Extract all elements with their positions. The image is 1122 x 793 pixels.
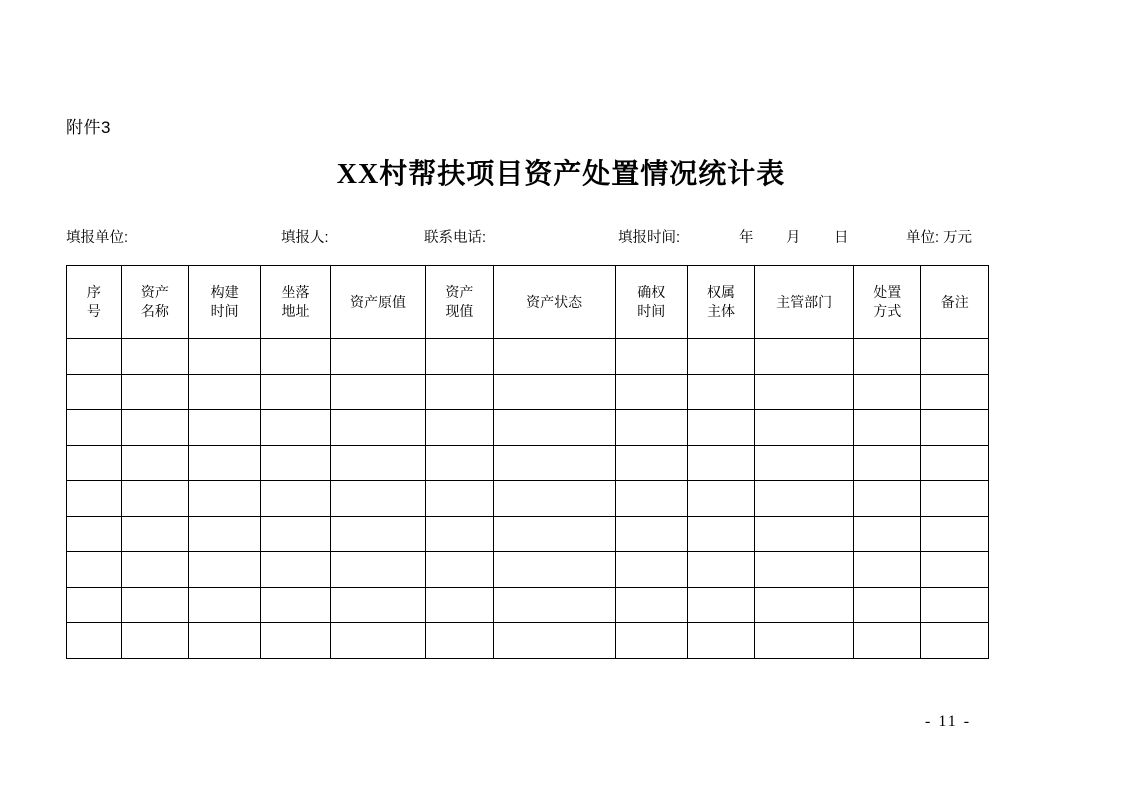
- table-cell[interactable]: [854, 410, 921, 446]
- table-cell[interactable]: [67, 410, 122, 446]
- table-cell[interactable]: [615, 339, 687, 375]
- table-cell[interactable]: [261, 552, 331, 588]
- table-header-cell: [330, 266, 425, 339]
- meta-contact-phone: 联系电话:: [424, 230, 487, 246]
- table-header-cell: [854, 266, 921, 339]
- table-cell[interactable]: [687, 552, 754, 588]
- table-row: [67, 410, 989, 446]
- table-cell[interactable]: [330, 339, 425, 375]
- table-row: [67, 587, 989, 623]
- table-header-cell: [121, 266, 188, 339]
- table-cell[interactable]: [615, 374, 687, 410]
- table-cell[interactable]: [67, 516, 122, 552]
- table-header-cell: [493, 266, 615, 339]
- table-header-cell-line: 主管部门: [776, 293, 833, 310]
- table-cell[interactable]: [921, 410, 989, 446]
- table-cell[interactable]: [330, 623, 425, 659]
- table-cell[interactable]: [493, 516, 615, 552]
- table-cell[interactable]: [687, 623, 754, 659]
- table-cell[interactable]: [121, 445, 188, 481]
- table-cell[interactable]: [67, 623, 122, 659]
- table-cell[interactable]: [755, 339, 854, 375]
- table-row: [67, 339, 989, 375]
- table-cell[interactable]: [493, 374, 615, 410]
- table-cell[interactable]: [854, 623, 921, 659]
- table-header-cell-line: 资产状态: [526, 293, 583, 310]
- table-cell[interactable]: [687, 410, 754, 446]
- table-cell[interactable]: [615, 410, 687, 446]
- meta-reporter: 填报人:: [281, 230, 329, 246]
- table-cell[interactable]: [330, 481, 425, 517]
- table-cell[interactable]: [67, 481, 122, 517]
- table-header-cell-line: 资产: [140, 284, 169, 301]
- table-cell[interactable]: [687, 481, 754, 517]
- table-header-cell-line: 号: [86, 303, 101, 319]
- table-header-cell-line: 确权: [637, 284, 666, 301]
- table-header-cell-line: 构建: [210, 284, 239, 301]
- table-cell[interactable]: [189, 445, 261, 481]
- table-cell[interactable]: [615, 481, 687, 517]
- table-cell[interactable]: [189, 481, 261, 517]
- table-cell[interactable]: [755, 516, 854, 552]
- asset-disposal-table: [66, 265, 989, 659]
- table-cell[interactable]: [121, 516, 188, 552]
- table-header-cell-line: 方式: [873, 303, 902, 319]
- table-row: [67, 481, 989, 517]
- table-cell[interactable]: [261, 587, 331, 623]
- table-cell[interactable]: [67, 552, 122, 588]
- table-header-cell-line: 主体: [707, 303, 735, 319]
- table-cell[interactable]: [921, 445, 989, 481]
- meta-month-label: 月: [786, 230, 801, 246]
- table-header-cell-line: 名称: [140, 303, 169, 319]
- table-cell[interactable]: [261, 445, 331, 481]
- table-header-cell-line: 坐落: [281, 284, 310, 301]
- table-header-cell-line: 时间: [637, 303, 666, 319]
- table-header: [67, 266, 989, 339]
- table-header-cell: [261, 266, 331, 339]
- table-cell[interactable]: [854, 516, 921, 552]
- table-cell[interactable]: [330, 552, 425, 588]
- table-header-cell: [67, 266, 122, 339]
- table-cell[interactable]: [121, 339, 188, 375]
- table-cell[interactable]: [426, 481, 493, 517]
- table-cell[interactable]: [261, 410, 331, 446]
- table-cell[interactable]: [755, 623, 854, 659]
- table-cell[interactable]: [189, 552, 261, 588]
- table-cell[interactable]: [493, 410, 615, 446]
- table-cell[interactable]: [687, 374, 754, 410]
- table-cell[interactable]: [493, 481, 615, 517]
- table-cell[interactable]: [493, 445, 615, 481]
- table-cell[interactable]: [426, 552, 493, 588]
- table-cell[interactable]: [330, 445, 425, 481]
- table-header-cell-line: 序: [86, 284, 101, 301]
- table-cell[interactable]: [330, 410, 425, 446]
- table-row: [67, 374, 989, 410]
- table-cell[interactable]: [261, 339, 331, 375]
- table-cell[interactable]: [687, 445, 754, 481]
- table-cell[interactable]: [755, 374, 854, 410]
- table-body: [67, 339, 989, 659]
- table-header-cell-line: 处置: [873, 284, 902, 301]
- table-header-cell-line: 资产原值: [350, 293, 407, 310]
- table-cell[interactable]: [493, 587, 615, 623]
- table-header-cell: [755, 266, 854, 339]
- table-cell[interactable]: [426, 623, 493, 659]
- table-cell[interactable]: [921, 623, 989, 659]
- meta-day-label: 日: [834, 230, 849, 246]
- table-cell[interactable]: [921, 339, 989, 375]
- table-cell[interactable]: [687, 587, 754, 623]
- table-cell[interactable]: [493, 552, 615, 588]
- table-cell[interactable]: [121, 410, 188, 446]
- table-cell[interactable]: [189, 623, 261, 659]
- table-cell[interactable]: [921, 516, 989, 552]
- table-cell[interactable]: [261, 374, 331, 410]
- table-cell[interactable]: [854, 445, 921, 481]
- table-header-cell: [426, 266, 493, 339]
- table-cell[interactable]: [426, 445, 493, 481]
- table-cell[interactable]: [189, 374, 261, 410]
- table-header-cell: [687, 266, 754, 339]
- table-header-cell-line: 地址: [281, 303, 310, 319]
- table-cell[interactable]: [261, 623, 331, 659]
- table-cell[interactable]: [67, 374, 122, 410]
- table-cell[interactable]: [921, 552, 989, 588]
- table-cell[interactable]: [261, 516, 331, 552]
- meta-row: [66, 226, 988, 246]
- table-cell[interactable]: [854, 374, 921, 410]
- meta-year-label: 年: [739, 230, 754, 246]
- table-cell[interactable]: [330, 587, 425, 623]
- table-cell[interactable]: [426, 587, 493, 623]
- table-header-cell-line: 权属: [707, 284, 735, 301]
- table-cell[interactable]: [426, 339, 493, 375]
- table-cell[interactable]: [426, 516, 493, 552]
- table-cell[interactable]: [189, 410, 261, 446]
- table-cell[interactable]: [67, 339, 122, 375]
- table-cell[interactable]: [121, 587, 188, 623]
- table-cell[interactable]: [854, 587, 921, 623]
- table-header-cell-line: 资产: [445, 284, 474, 301]
- table-row: [67, 552, 989, 588]
- table-cell[interactable]: [189, 516, 261, 552]
- table-cell[interactable]: [493, 623, 615, 659]
- table-header-cell: [615, 266, 687, 339]
- table-cell[interactable]: [121, 623, 188, 659]
- table-row: [67, 623, 989, 659]
- table-header-cell-line: 时间: [210, 303, 239, 319]
- table-cell[interactable]: [615, 623, 687, 659]
- table-cell[interactable]: [330, 374, 425, 410]
- table-cell[interactable]: [755, 552, 854, 588]
- table-cell[interactable]: [755, 410, 854, 446]
- table-cell[interactable]: [615, 552, 687, 588]
- table-cell[interactable]: [189, 587, 261, 623]
- table-cell[interactable]: [687, 516, 754, 552]
- meta-unit-amount: 单位: 万元: [906, 230, 973, 246]
- table-header-cell-line: 现值: [445, 303, 474, 319]
- table-row: [67, 445, 989, 481]
- table-header-row: [67, 266, 989, 339]
- meta-report-time: 填报时间:: [618, 230, 681, 246]
- table-cell[interactable]: [921, 374, 989, 410]
- table-cell[interactable]: [493, 339, 615, 375]
- table-cell[interactable]: [854, 339, 921, 375]
- table-header-cell-line: 备注: [940, 293, 969, 310]
- table-cell[interactable]: [921, 481, 989, 517]
- table-cell[interactable]: [615, 516, 687, 552]
- table-cell[interactable]: [330, 516, 425, 552]
- table-cell[interactable]: [921, 587, 989, 623]
- table-cell[interactable]: [615, 587, 687, 623]
- table-cell[interactable]: [426, 374, 493, 410]
- table-cell[interactable]: [755, 481, 854, 517]
- table-cell[interactable]: [854, 552, 921, 588]
- table-header-cell: [921, 266, 989, 339]
- table-cell[interactable]: [854, 481, 921, 517]
- page-title: XX村帮扶项目资产处置情况统计表: [336, 159, 786, 190]
- meta-reporting-unit: 填报单位:: [66, 230, 129, 246]
- table-cell[interactable]: [121, 374, 188, 410]
- table-cell[interactable]: [615, 445, 687, 481]
- table-cell[interactable]: [755, 587, 854, 623]
- table-cell[interactable]: [687, 339, 754, 375]
- table-cell[interactable]: [189, 339, 261, 375]
- table-cell[interactable]: [67, 445, 122, 481]
- page-number: - 11 -: [925, 713, 972, 730]
- table-cell[interactable]: [121, 552, 188, 588]
- table-cell[interactable]: [755, 445, 854, 481]
- table-cell[interactable]: [67, 587, 122, 623]
- table-row: [67, 516, 989, 552]
- table-cell[interactable]: [426, 410, 493, 446]
- attachment-label: 附件3: [66, 118, 111, 137]
- table-cell[interactable]: [121, 481, 188, 517]
- table-header-cell: [189, 266, 261, 339]
- table-cell[interactable]: [261, 481, 331, 517]
